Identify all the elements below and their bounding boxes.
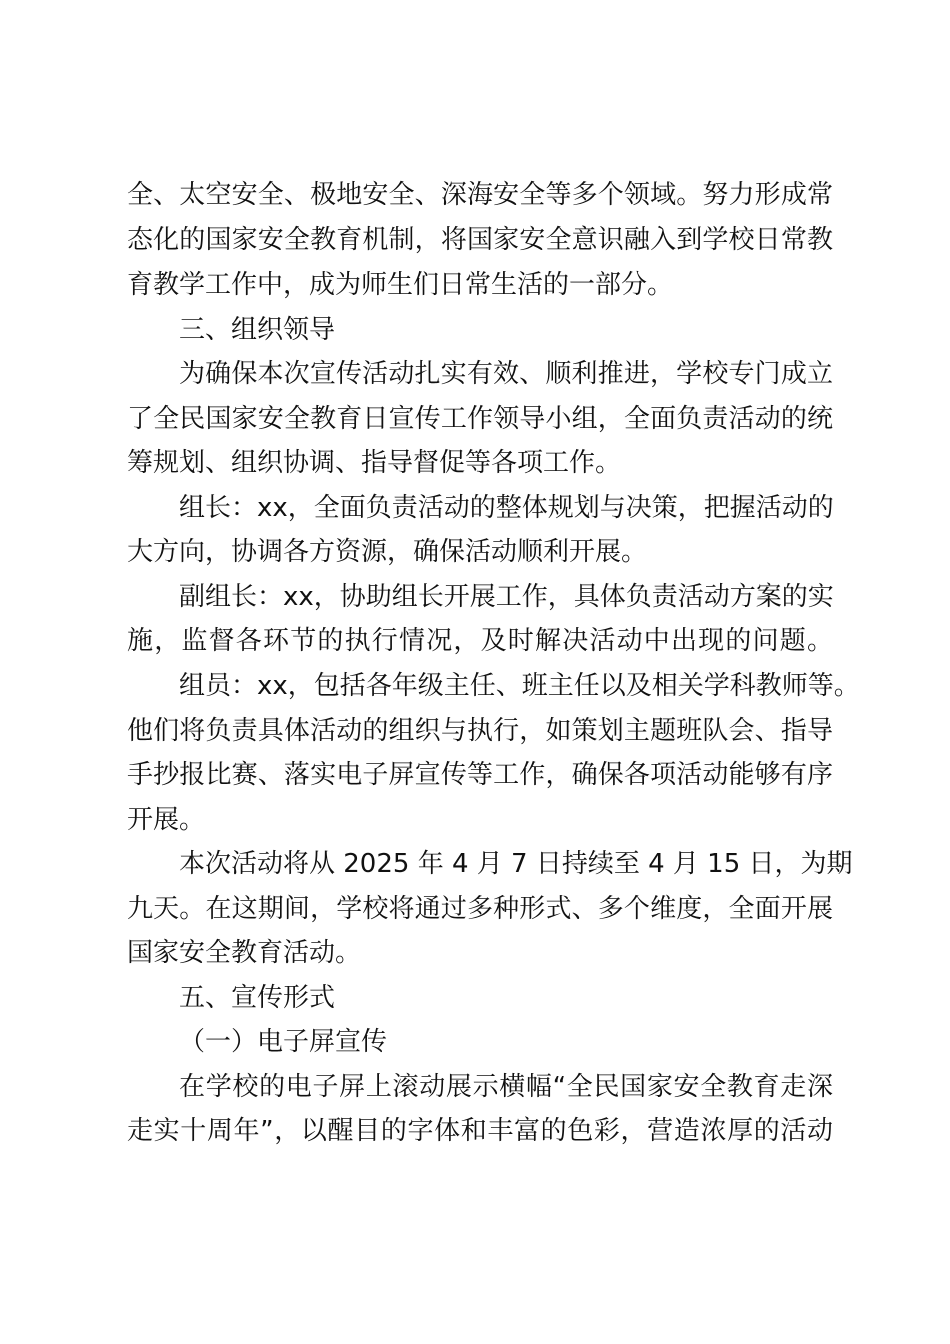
text-line: 开展。 bbox=[127, 805, 206, 835]
text-line: 九天。在这期间，学校将通过多种形式、多个维度，全面开展 bbox=[127, 894, 833, 924]
text-line: 走实十周年”，以醒目的字体和丰富的色彩，营造浓厚的活动 bbox=[127, 1116, 833, 1146]
text-line: 他们将负责具体活动的组织与执行，如策划主题班队会、指导 bbox=[127, 716, 833, 746]
text-line: 本次活动将从 2025 年 4 月 7 日持续至 4 月 15 日，为期 bbox=[179, 849, 853, 879]
text-line: 态化的国家安全教育机制，将国家安全意识融入到学校日常教 bbox=[127, 225, 833, 255]
subsection-heading: （一）电子屏宣传 bbox=[179, 1027, 388, 1057]
text-line: 在学校的电子屏上滚动展示横幅“全民国家安全教育走深 bbox=[179, 1072, 833, 1102]
text-line: 组员：xx，包括各年级主任、班主任以及相关学科教师等。 bbox=[179, 671, 860, 701]
text-line: 育教学工作中，成为师生们日常生活的一部分。 bbox=[127, 270, 674, 300]
text-line: 大方向，协调各方资源，确保活动顺利开展。 bbox=[127, 537, 648, 567]
text-line: 副组长：xx，协助组长开展工作，具体负责活动方案的实 bbox=[179, 582, 834, 612]
text-line: 组长：xx，全面负责活动的整体规划与决策，把握活动的 bbox=[179, 493, 834, 523]
text-line: 全、太空安全、极地安全、深海安全等多个领域。努力形成常 bbox=[127, 180, 833, 210]
text-line: 筹规划、组织协调、指导督促等各项工作。 bbox=[127, 448, 622, 478]
section-heading: 五、宣传形式 bbox=[179, 983, 336, 1013]
text-line: 了全民国家安全教育日宣传工作领导小组，全面负责活动的统 bbox=[127, 404, 833, 434]
text-line: 国家安全教育活动。 bbox=[127, 938, 362, 968]
text-line: 手抄报比赛、落实电子屏宣传等工作，确保各项活动能够有序 bbox=[127, 760, 833, 790]
section-heading: 三、组织领导 bbox=[179, 315, 336, 345]
text-line: 为确保本次宣传活动扎实有效、顺利推进，学校专门成立 bbox=[179, 359, 833, 389]
text-line: 施，监督各环节的执行情况，及时解决活动中出现的问题。 bbox=[127, 626, 833, 656]
